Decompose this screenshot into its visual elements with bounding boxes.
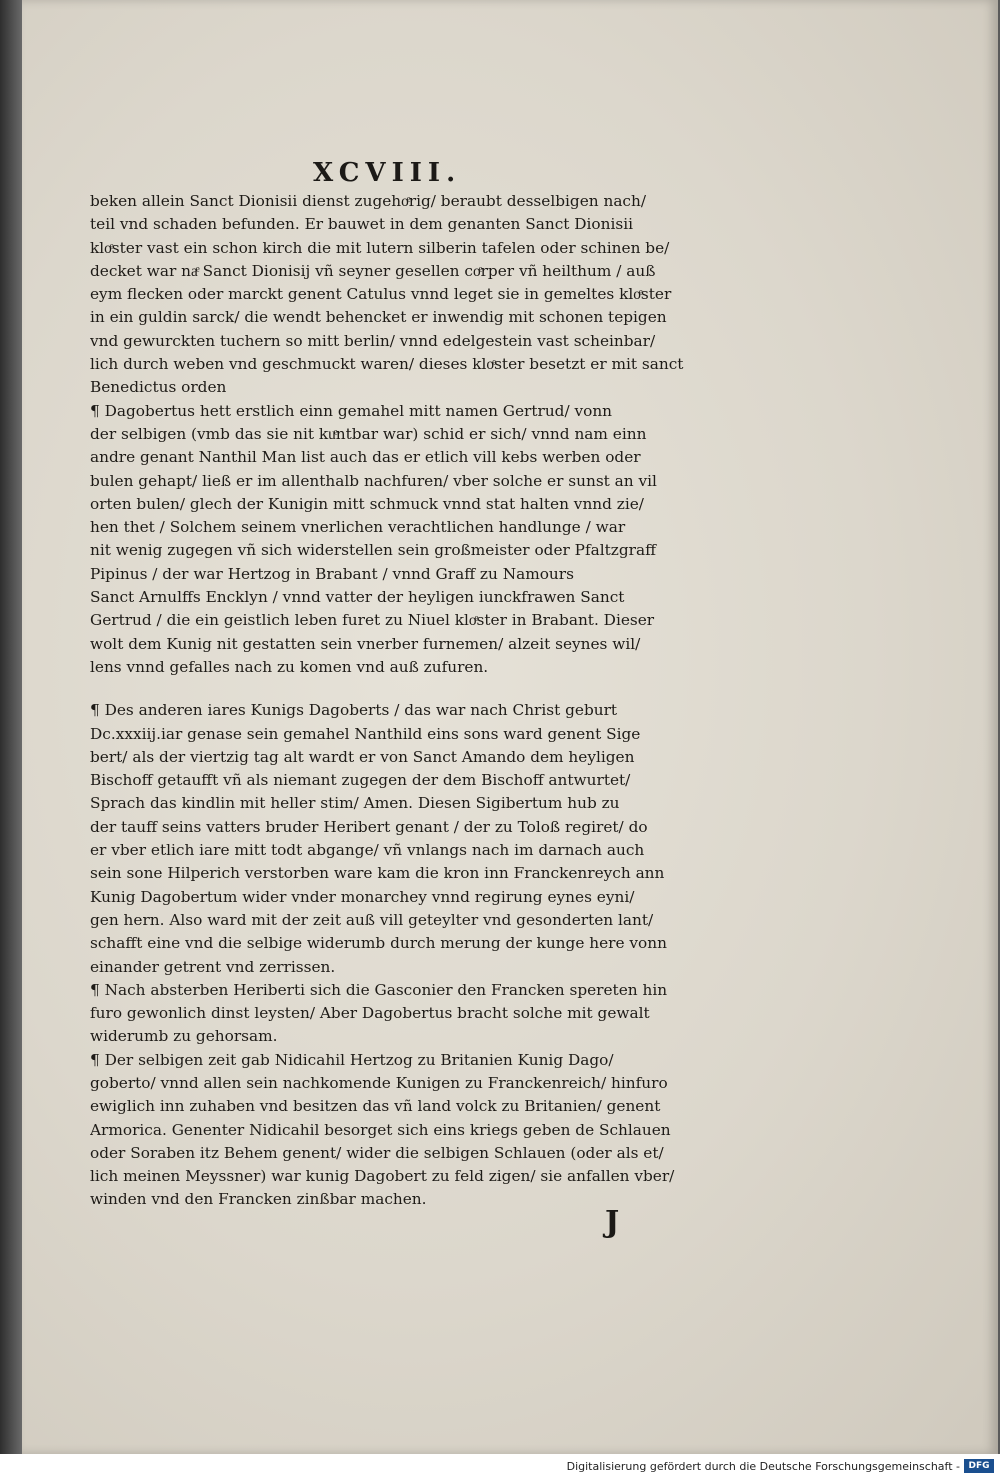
text-line: teil vnd schaden befunden. Er bauwet in dem genanten Sanct Dionisii: [90, 215, 634, 234]
text-line: ¶ Des anderen iares Kunigs Dagoberts / das war nach Christ geburt: [90, 701, 618, 720]
text-line: goberto/ vnnd allen sein nachkomende Kunigen zu Franckenreich/ hinfuro: [90, 1073, 668, 1092]
text-line: decket war naͤ Sanct Dionisij vñ seyner gesellen coͤrper vñ heilthum / auß: [90, 261, 656, 280]
paragraph-gap: [90, 679, 715, 699]
text-line: ¶ Nach absterben Heriberti sich die Gasconier den Francken spereten hin: [90, 980, 668, 999]
text-line: Armorica. Genenter Nidicahil besorget sich eins kriegs geben de Schlauen: [90, 1120, 671, 1139]
text-line: lens vnnd gefalles nach zu komen vnd auß zufuren.: [90, 657, 489, 676]
text-line: furo gewonlich dinst leysten/ Aber Dagobertus bracht solche mit gewalt: [90, 1004, 650, 1023]
text-line: kloͤster vast ein schon kirch die mit lutern silberin tafelen oder schinen be/: [90, 238, 670, 257]
text-line: Kunig Dagobertum wider vnder monarchey vnnd regirung eynes eyni/: [90, 887, 635, 906]
text-line: in ein guldin sarck/ die wendt behencket er inwendig mit schonen tepigen: [90, 308, 667, 327]
text-line: eym flecken oder marckt genent Catulus vnnd leget sie in gemeltes kloͤster: [90, 285, 672, 304]
text-line: bulen gehapt/ ließ er im allenthalb nachfuren/ vber solche er sunst an vil: [90, 471, 657, 490]
text-line: gen hern. Also ward mit der zeit auß vill geteylter vnd gesonderten lant/: [90, 910, 654, 929]
text-line: Pipinus / der war Hertzog in Brabant / vnnd Graff zu Namours: [90, 564, 574, 583]
text-line: der tauff seins vatters bruder Heribert genant / der zu Toloß regiret/ do: [90, 817, 648, 836]
text-line: sein sone Hilperich verstorben ware kam die kron inn Franckenreych ann: [90, 864, 665, 883]
text-line: vnd gewurckten tuchern so mitt berlin/ vnnd edelgestein vast scheinbar/: [90, 331, 656, 350]
text-line: Gertrud / die ein geistlich leben furet zu Niuel kloͤster in Brabant. Dieser: [90, 611, 655, 630]
text-line: Bischoff getaufft vñ als niemant zugegen der dem Bischoff antwurtet/: [90, 771, 631, 790]
text-line: der selbigen (vmb das sie nit kuͤntbar war) schid er sich/ vnnd nam einn: [90, 424, 647, 443]
text-line: orten bulen/ glech der Kunigin mitt schmuck vnnd stat halten vnnd zie/: [90, 494, 644, 513]
text-line: einander getrent vnd zerrissen.: [90, 957, 336, 976]
text-line: Sanct Arnulffs Encklyn / vnnd vatter der heyligen iunckfrawen Sanct: [90, 588, 625, 607]
text-line: ¶ Dagobertus hett erstlich einn gemahel mitt namen Gertrud/ vonn: [90, 401, 613, 420]
text-line: bert/ als der viertzig tag alt wardt er von Sanct Amando dem heyligen: [90, 747, 635, 766]
text-line: hen thet / Solchem seinem vnerlichen verachtlichen handlunge / war: [90, 518, 626, 537]
body-text: [90, 190, 715, 1212]
text-line: wolt dem Kunig nit gestatten sein vnerber furnemen/ alzeit seynes wil/: [90, 634, 641, 653]
text-line: andre genant Nanthil Man list auch das er etlich vill kebs werben oder: [90, 448, 641, 467]
text-line: widerumb zu gehorsam.: [90, 1027, 278, 1046]
text-line: lich meinen Meyssner) war kunig Dagobert zu feld zigen/ sie anfallen vber/: [90, 1167, 675, 1186]
text-line: Benedictus orden: [90, 378, 227, 397]
text-line: beken allein Sanct Dionisii dienst zugehoͤrig/ beraubt desselbigen nach/: [90, 192, 647, 210]
text-line: ewiglich inn zuhaben vnd besitzen das vñ land volck zu Britanien/ genent: [90, 1097, 661, 1116]
text-line: ¶ Der selbigen zeit gab Nidicahil Hertzog zu Britanien Kunig Dago/: [90, 1050, 614, 1069]
book-gutter: [0, 0, 22, 1454]
catchword: J: [605, 1205, 620, 1240]
text-line: oder Soraben itz Behem genent/ wider die selbigen Schlauen (oder als et/: [90, 1143, 664, 1162]
text-line: lich durch weben vnd geschmuckt waren/ dieses kloͤster besetzt er mit sanct: [90, 355, 684, 374]
text-line: er vber etlich iare mitt todt abgange/ vñ vnlangs nach im darnach auch: [90, 841, 645, 860]
footer-credit: Digitalisierung gefördert durch die Deutsche Forschungsgemeinschaft -: [566, 1460, 960, 1473]
dfg-logo: DFG: [964, 1459, 994, 1473]
folio-number: XCVIII.: [313, 158, 462, 188]
text-line: schafft eine vnd die selbige widerumb durch merung der kunge here vonn: [90, 934, 667, 953]
text-line: winden vnd den Francken zinßbar machen.: [90, 1190, 427, 1209]
text-line: nit wenig zugegen vñ sich widerstellen sein großmeister oder Pfaltzgraff: [90, 541, 656, 560]
text-line: Dc.xxxiij.iar genase sein gemahel Nanthild eins sons ward genent Sige: [90, 724, 641, 743]
text-line: Sprach das kindlin mit heller stim/ Amen. Diesen Sigibertum hub zu: [90, 794, 620, 813]
